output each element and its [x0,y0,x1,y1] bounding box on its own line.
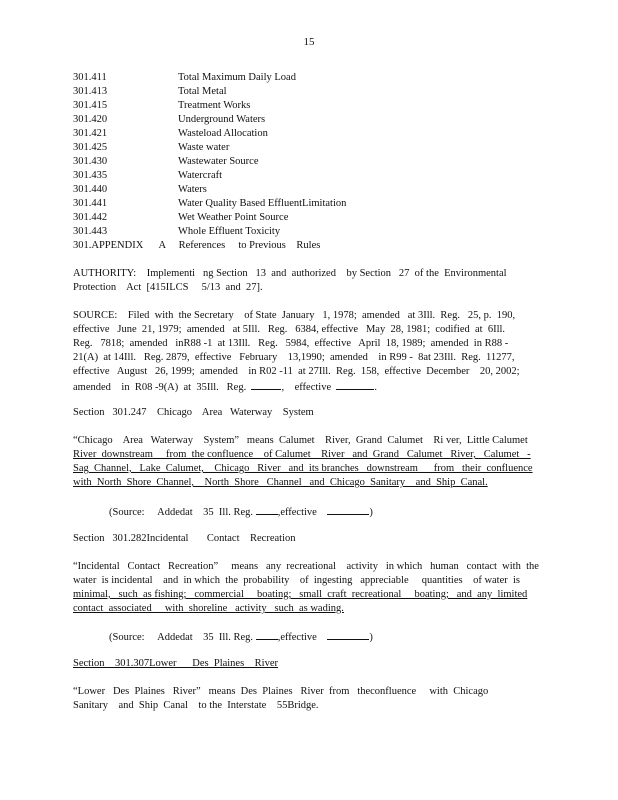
toc-title: Watercraft [178,170,223,181]
source-line: effective August 26, 1999; amended in R02 -11 at 27Ill. Reg. 158, effective December 20, 2002; [73,366,520,377]
source-line: SOURCE: Filed with the Secretary of State January 1, 1978; amended at 3Ill. Reg. 25, p. 190, [73,310,516,321]
source-note-247: (Source: Addedat 35 Ill. Reg. ,effective ) [109,504,373,519]
amended-text-line: River downstream from the confluence of Calumet River and Grand Calumet River, Calumet - [73,449,531,460]
blank-field [327,504,369,515]
toc-number: 301.443 [73,226,108,237]
toc-title: Whole Effluent Toxicity [178,226,281,237]
toc-number: 301.442 [73,212,108,223]
source-note-282: (Source: Addedat 35 Ill. Reg. ,effective ) [109,629,373,644]
amended-text-line: with North Shore Channel, North Shore Channel and Chicago Sanitary and Ship Canal. [73,477,488,488]
toc-number: 301.425 [73,142,108,153]
definition-line: water is incidental and in which the probability of ingesting appreciable quantities of water is [73,575,521,586]
toc-title: Wastewater Source [178,156,259,167]
source-line: effective June 21, 1979; amended at 5Ill. Reg. 6384, effective May 28, 1981; codified at 6Ill. [73,324,506,335]
toc-number: 301.430 [73,156,108,167]
authority-line: Protection Act [415ILCS 5/13 and 27]. [73,282,263,293]
definition-line: “Lower Des Plaines River” means Des Plaines River from theconfluence with Chicago [73,686,489,697]
toc-number: 301.411 [73,72,107,83]
toc-title: Total Maximum Daily Load [178,72,296,83]
toc-title: Treatment Works [178,100,251,111]
blank-field [336,379,374,390]
toc-number: 301.413 [73,86,108,97]
authority-paragraph [73,267,539,295]
amended-text-line: contact associated with shoreline activity such as wading. [73,603,344,614]
section-307-body [73,685,539,713]
blank-field [256,504,278,515]
toc-title: Waste water [178,142,230,153]
toc-number: 301.440 [73,184,108,195]
toc-number: 301.420 [73,114,108,125]
toc-title: Underground Waters [178,114,266,125]
source-note-text: (Source: Addedat 35 Ill. Reg. [109,632,254,643]
blank-field [256,629,278,640]
amended-text-line: minimal, such as fishing; commercial boating; small craft recreational boating; and any limited [73,589,528,600]
blank-field [327,629,369,640]
amended-text-line: Sag Channel, Lake Calumet, Chicago River and its branches downstream from their confluence [73,463,533,474]
toc-number: 301.441 [73,198,108,209]
source-line: Reg. 7818; amended inR88 -1 at 13Ill. Reg. 5984, effective April 18, 1989; amended in R88 - [73,338,509,349]
toc-title: Waters [178,184,207,195]
toc-number: 301.435 [73,170,108,181]
definition-line: “Chicago Area Waterway System” means Calumet River, Grand Calumet Ri ver, Little Calumet [73,435,528,446]
section-282-body [73,560,539,616]
source-effective-label: effective [294,382,332,393]
source-line: 21(A) at 14Ill. Reg. 2879, effective February 13,1990; amended in R99 - 8at 23Ill. Reg. 11277, [73,352,515,363]
definition-line: Sanitary and Ship Canal to the Interstate 55Bridge. [73,700,319,711]
authority-line: AUTHORITY: Implementi ng Section 13 and authorized by Section 27 of the Environmental [73,268,507,279]
source-last-line: amended in R08 -9(A) at 35Ill. Reg. , effective . [73,379,539,395]
toc-title: Wet Weather Point Source [178,212,289,223]
source-last-text: amended in R08 -9(A) at 35Ill. Reg. [73,382,247,393]
toc-title: Water Quality Based EffluentLimitation [178,198,347,209]
blank-field [251,379,281,390]
section-heading-307: Section 301.307Lower Des Plaines River [73,658,279,669]
source-note-text: (Source: Addedat 35 Ill. Reg. [109,507,254,518]
section-247-body [73,434,539,490]
toc-number: 301.421 [73,128,108,139]
page-number: 15 [303,36,315,48]
toc-appendix: 301.APPENDIX A References to Previous Rules [73,240,321,251]
section-heading-282: Section 301.282Incidental Contact Recreation [73,533,296,544]
toc-title: Total Metal [178,86,227,97]
toc-title: Wasteload Allocation [178,128,268,139]
definition-line: “Incidental Contact Recreation” means any recreational activity in which human contact with the [73,561,539,572]
toc-number: 301.415 [73,100,108,111]
source-note-effective: ,effective [277,507,317,518]
source-paragraph [73,309,539,395]
section-heading-247: Section 301.247 Chicago Area Waterway System [73,407,314,418]
source-note-effective: ,effective [277,632,317,643]
